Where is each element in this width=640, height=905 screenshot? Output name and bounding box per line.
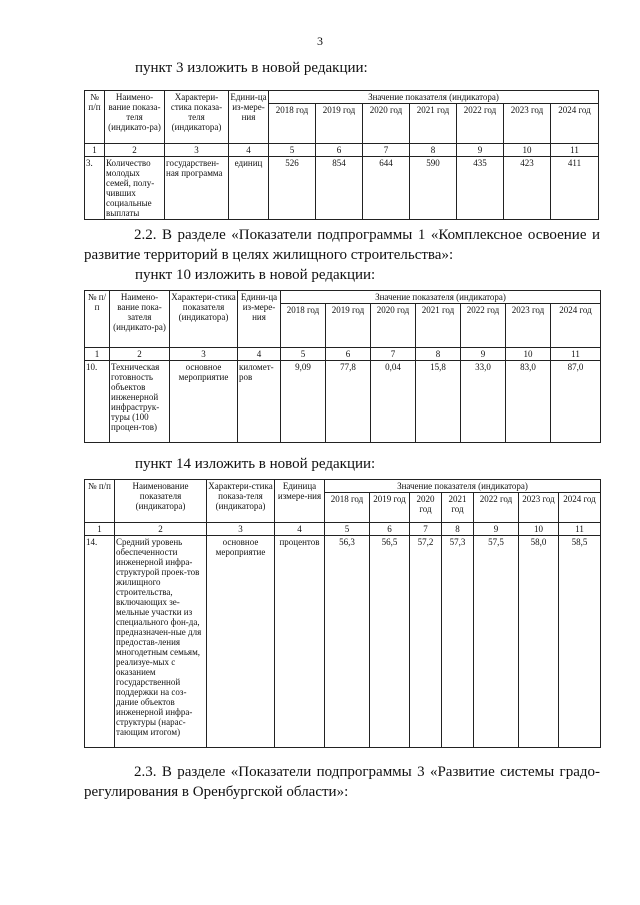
indicator-table-3 <box>84 479 601 748</box>
t1-header-value: Значение показателя (индикатора) <box>269 91 599 104</box>
t1-row-name: Количество молодых семей, полу-чивших социальные выплаты <box>105 157 165 220</box>
t3-year-2018: 2018 год <box>325 493 370 523</box>
t3-val-2020: 57,2 <box>410 536 442 748</box>
t3-row-char: основное мероприятие <box>207 536 275 748</box>
t1-header-char: Характери-стика показа-теля (индикатора) <box>165 91 229 144</box>
t1-colnum: 2 <box>105 144 165 157</box>
t3-header-num: № п/п <box>85 480 115 523</box>
t1-colnum: 8 <box>410 144 457 157</box>
t2-year-2018: 2018 год <box>281 304 326 348</box>
t1-colnum: 4 <box>229 144 269 157</box>
t2-header-name: Наимено-вание пока-зателя (индикато-ра) <box>110 291 170 348</box>
t1-year-2021: 2021 год <box>410 104 457 144</box>
t3-colnum: 11 <box>559 523 601 536</box>
t2-row-num: 10. <box>85 361 110 443</box>
t2-header-value: Значение показателя (индикатора) <box>281 291 601 304</box>
t3-val-2022: 57,5 <box>474 536 519 748</box>
t2-val-2024: 87,0 <box>551 361 601 443</box>
t2-colnum: 1 <box>85 348 110 361</box>
t3-year-2023: 2023 год <box>519 493 559 523</box>
t1-year-2024: 2024 год <box>551 104 599 144</box>
t2-colnum: 2 <box>110 348 170 361</box>
t3-year-2020: 2020 год <box>410 493 442 523</box>
t1-header-num: № п/п <box>85 91 105 144</box>
page-number: 3 <box>317 34 323 48</box>
t3-val-2023: 58,0 <box>519 536 559 748</box>
t2-year-2021: 2021 год <box>416 304 461 348</box>
t3-row-name: Средний уровень обеспеченности инженерной инфра-структурой проек-тов жилищного строительства, включающих зе-мельные участки из специального фон-да, предназначен-ные для предостав-ления многодетным семьям, реализуе-мых с оказанием государственной поддержки на соз-дание объектов инженерной инфра-структуры (нарас-тающим итогом) <box>115 536 207 748</box>
t1-row-char: государствен-ная программа <box>165 157 229 220</box>
t3-val-2024: 58,5 <box>559 536 601 748</box>
t1-year-2023: 2023 год <box>504 104 551 144</box>
indicator-table-2 <box>84 290 601 443</box>
t3-colnum: 7 <box>410 523 442 536</box>
t2-colnum: 9 <box>461 348 506 361</box>
t2-row-unit: километ-ров <box>238 361 281 443</box>
t2-intro: пункт 10 изложить в новой редакции: <box>135 267 376 283</box>
t1-colnum: 9 <box>457 144 504 157</box>
section-2-2: 2.2. В разделе «Показатели подпрограммы 1 «Комплексное освоение и развитие территорий в целях жилищного строительства»: <box>84 227 600 263</box>
t3-year-2021: 2021 год <box>442 493 474 523</box>
t3-year-2024: 2024 год <box>559 493 601 523</box>
t2-header-char: Характери-стика показателя (индикатора) <box>170 291 238 348</box>
t3-colnum: 10 <box>519 523 559 536</box>
t2-colnum: 10 <box>506 348 551 361</box>
section-2-3: 2.3. В разделе «Показатели подпрограммы 3 «Развитие системы градо-регулирования в Оренбургской области»: <box>84 764 600 800</box>
t2-colnum: 11 <box>551 348 601 361</box>
t2-header-num: № п/п <box>85 291 110 348</box>
t1-colnum: 7 <box>363 144 410 157</box>
t1-year-2018: 2018 год <box>269 104 316 144</box>
t2-colnum: 8 <box>416 348 461 361</box>
t2-row-name: Техническая готовность объектов инженерной инфраструк-туры (100 процен-тов) <box>110 361 170 443</box>
t3-colnum: 9 <box>474 523 519 536</box>
t3-header-char: Характери-стика показа-теля (индикатора) <box>207 480 275 523</box>
t2-year-2023: 2023 год <box>506 304 551 348</box>
t1-row-num: 3. <box>85 157 105 220</box>
t2-row-char: основное мероприятие <box>170 361 238 443</box>
t1-colnum: 11 <box>551 144 599 157</box>
t3-val-2021: 57,3 <box>442 536 474 748</box>
t1-val-2019: 854 <box>316 157 363 220</box>
t1-intro: пункт 3 изложить в новой редакции: <box>135 60 368 76</box>
t1-val-2023: 423 <box>504 157 551 220</box>
t1-colnum: 6 <box>316 144 363 157</box>
t2-val-2018: 9,09 <box>281 361 326 443</box>
t2-colnum: 6 <box>326 348 371 361</box>
t2-year-2019: 2019 год <box>326 304 371 348</box>
t2-val-2019: 77,8 <box>326 361 371 443</box>
t3-val-2018: 56,3 <box>325 536 370 748</box>
t1-colnum: 10 <box>504 144 551 157</box>
t3-header-name: Наименование показателя (индикатора) <box>115 480 207 523</box>
t3-val-2019: 56,5 <box>370 536 410 748</box>
t3-row-unit: процентов <box>275 536 325 748</box>
t1-header-name: Наимено-вание показа-теля (индикато-ра) <box>105 91 165 144</box>
t3-intro: пункт 14 изложить в новой редакции: <box>135 456 376 472</box>
t1-colnum: 5 <box>269 144 316 157</box>
t3-header-value: Значение показателя (индикатора) <box>325 480 601 493</box>
t1-colnum: 3 <box>165 144 229 157</box>
t3-year-2022: 2022 год <box>474 493 519 523</box>
t3-year-2019: 2019 год <box>370 493 410 523</box>
t1-header-unit: Едини-ца из-мере-ния <box>229 91 269 144</box>
t3-colnum: 6 <box>370 523 410 536</box>
t3-row-num: 14. <box>85 536 115 748</box>
t3-colnum: 3 <box>207 523 275 536</box>
t2-year-2020: 2020 год <box>371 304 416 348</box>
t1-val-2024: 411 <box>551 157 599 220</box>
t3-colnum: 4 <box>275 523 325 536</box>
indicator-table-1 <box>84 90 599 220</box>
t2-colnum: 4 <box>238 348 281 361</box>
t1-val-2018: 526 <box>269 157 316 220</box>
t3-colnum: 8 <box>442 523 474 536</box>
t2-year-2022: 2022 год <box>461 304 506 348</box>
t1-val-2020: 644 <box>363 157 410 220</box>
t2-colnum: 5 <box>281 348 326 361</box>
t3-header-unit: Единица измере-ния <box>275 480 325 523</box>
t2-val-2021: 15,8 <box>416 361 461 443</box>
t1-val-2021: 590 <box>410 157 457 220</box>
t2-val-2023: 83,0 <box>506 361 551 443</box>
t3-colnum: 2 <box>115 523 207 536</box>
t3-colnum: 1 <box>85 523 115 536</box>
t2-colnum: 3 <box>170 348 238 361</box>
t2-val-2020: 0,04 <box>371 361 416 443</box>
t1-year-2019: 2019 год <box>316 104 363 144</box>
t1-year-2022: 2022 год <box>457 104 504 144</box>
t1-colnum: 1 <box>85 144 105 157</box>
t2-colnum: 7 <box>371 348 416 361</box>
t3-colnum: 5 <box>325 523 370 536</box>
t1-val-2022: 435 <box>457 157 504 220</box>
t2-val-2022: 33,0 <box>461 361 506 443</box>
t1-year-2020: 2020 год <box>363 104 410 144</box>
t1-row-unit: единиц <box>229 157 269 220</box>
t2-header-unit: Едини-ца из-мере-ния <box>238 291 281 348</box>
t2-year-2024: 2024 год <box>551 304 601 348</box>
